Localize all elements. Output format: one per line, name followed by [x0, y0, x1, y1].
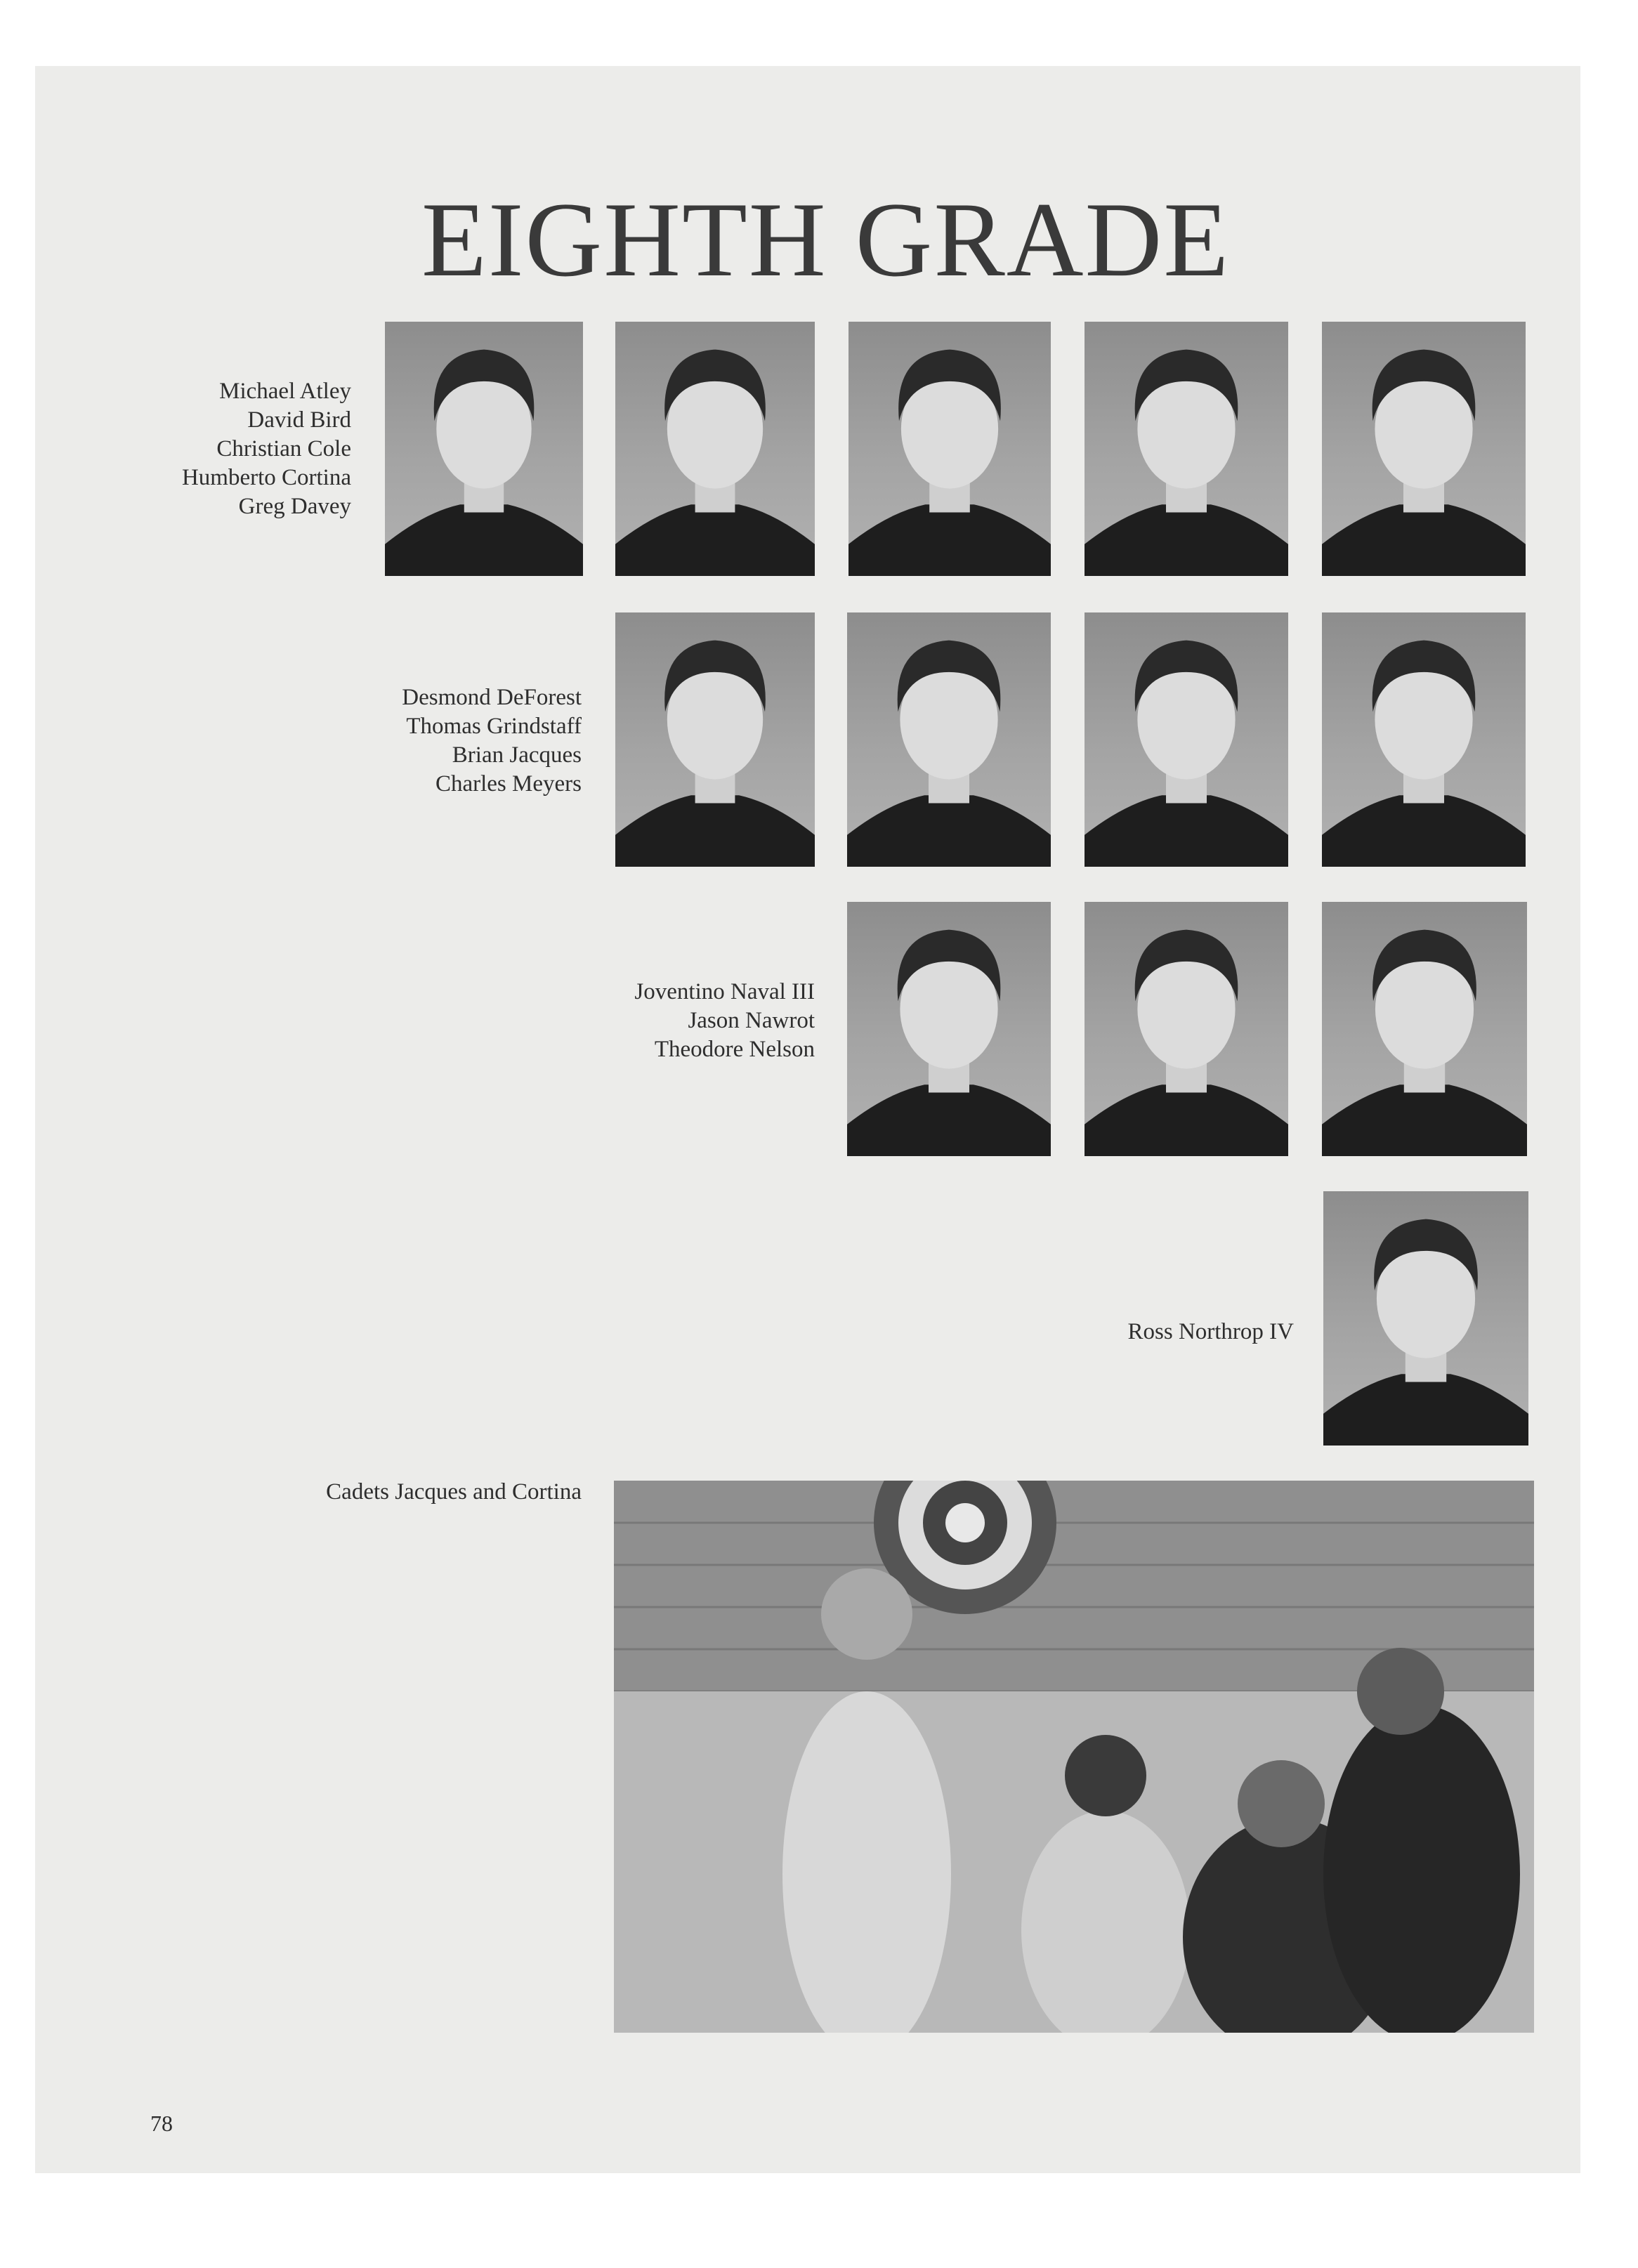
student-name: Theodore Nelson [654, 1037, 815, 1062]
student-portrait [615, 612, 815, 867]
student-name: Greg Davey [238, 494, 351, 519]
student-portrait [1085, 902, 1288, 1156]
student-name: Brian Jacques [452, 742, 582, 768]
student-name: Joventino Naval III [634, 979, 815, 1004]
student-portrait [615, 322, 815, 576]
student-portrait [1323, 1191, 1528, 1446]
student-portrait [385, 322, 583, 576]
student-portrait [1085, 612, 1288, 867]
student-name: Michael Atley [219, 379, 351, 404]
student-name: Thomas Grindstaff [406, 714, 582, 739]
student-portrait [849, 322, 1051, 576]
row-3-name-list [634, 978, 815, 1064]
row-1-name-list [182, 377, 351, 521]
student-portrait [847, 612, 1051, 867]
student-portrait [1085, 322, 1288, 576]
photo-caption: Cadets Jacques and Cortina [326, 1479, 582, 1505]
student-name: Charles Meyers [435, 771, 582, 797]
student-portrait [1322, 612, 1526, 867]
student-portrait [1322, 902, 1527, 1156]
student-portrait [847, 902, 1051, 1156]
row-4-name-list [1128, 1318, 1295, 1346]
student-portrait [1322, 322, 1526, 576]
row-2-name-list [402, 683, 582, 799]
student-name: Christian Cole [216, 436, 351, 461]
student-name: Ross Northrop IV [1127, 1319, 1294, 1344]
student-name: Desmond DeForest [402, 685, 582, 710]
student-name: David Bird [247, 407, 351, 433]
student-name: Humberto Cortina [181, 465, 351, 490]
page-title: EIGHTH GRADE [421, 181, 1231, 299]
candid-photo [614, 1481, 1534, 2033]
student-name: Jason Nawrot [688, 1008, 815, 1033]
page-number: 78 [150, 2111, 173, 2136]
